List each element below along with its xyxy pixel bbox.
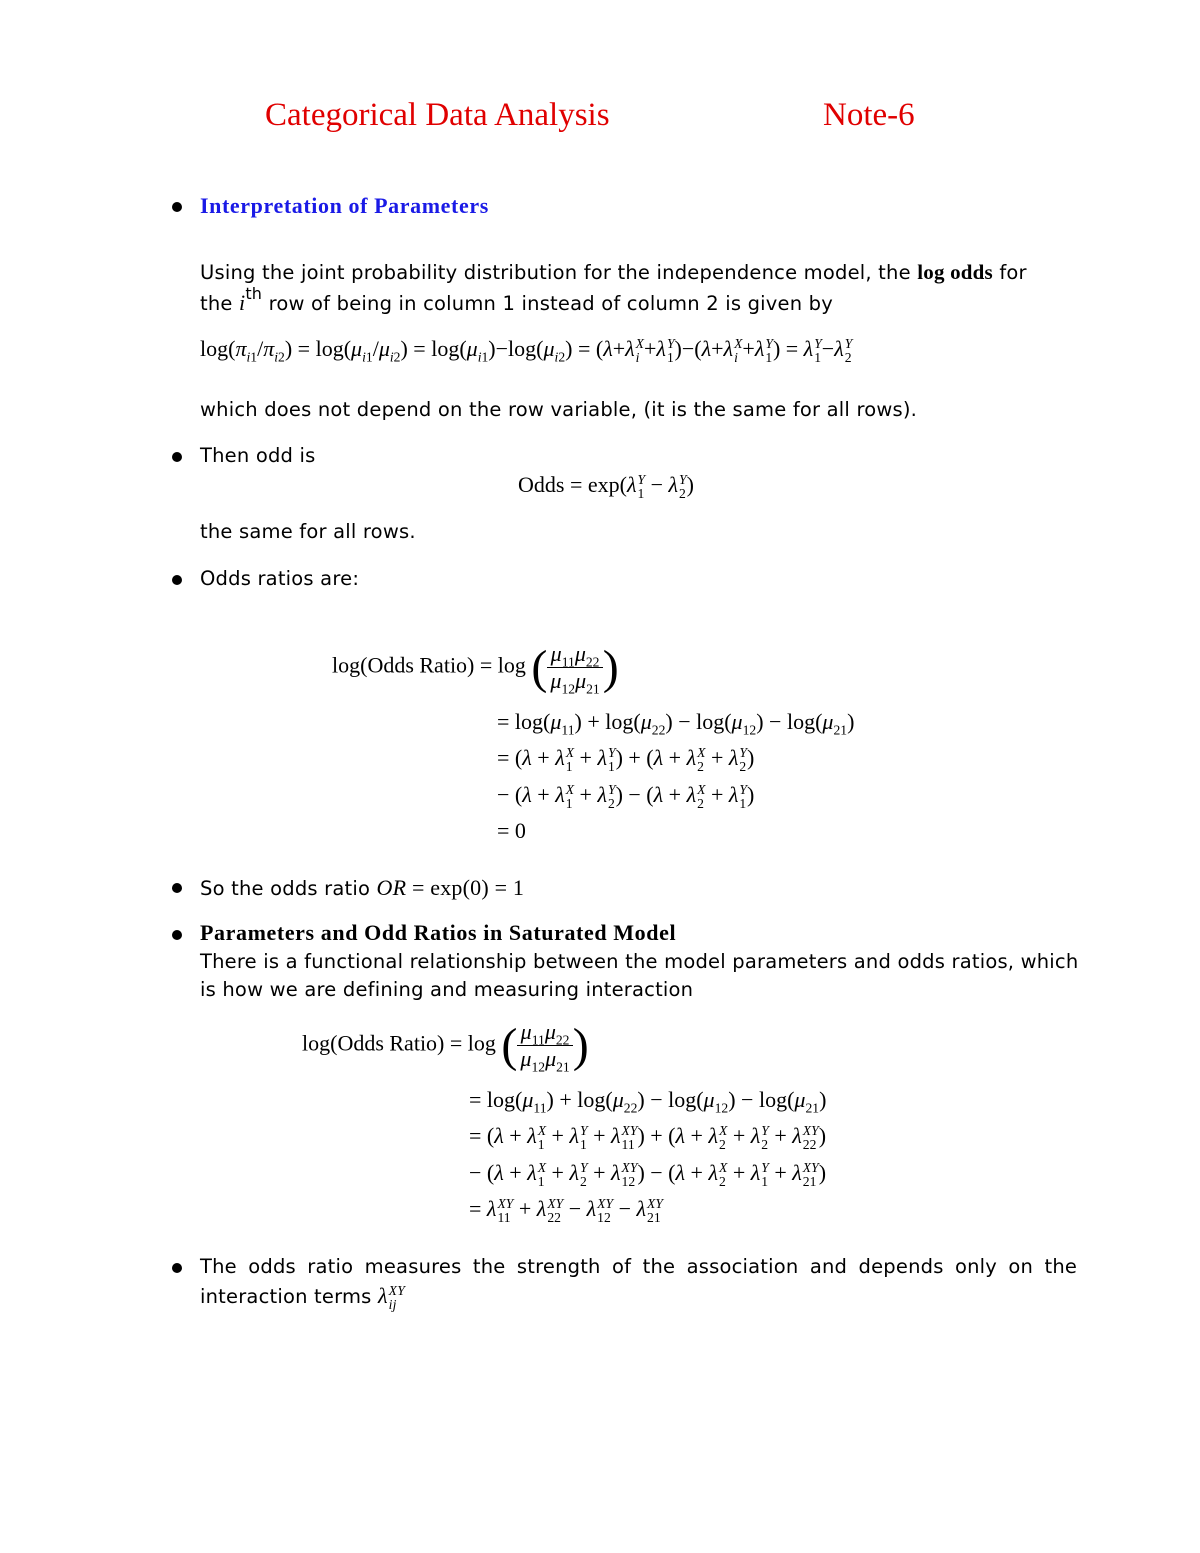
equation-line: = 0 bbox=[497, 818, 526, 843]
paragraph-line: the same for all rows. bbox=[200, 520, 416, 543]
equation-line: = λ XY 11 + λ XY 22 − λ XY 12 − λ XY 21 bbox=[469, 1196, 663, 1225]
equation-line: = $\log(\mu_{11}) + \log(\mu_{22}) - \log(\mu_{12}) - \log(\mu_{21})$ bbox=[497, 709, 855, 738]
equation-line: = (λ + λ X 1 + λ Y 1 ) + (λ + λ X 2 + λ Y 2 ) bbox=[497, 745, 755, 774]
bullet bbox=[172, 452, 182, 462]
bullet bbox=[172, 1263, 182, 1273]
bullet bbox=[172, 202, 182, 212]
equation-odds-ratio-1: log(Odds Ratio) = log ( $\frac{\mu_{11}\mu_{22}}{\mu_{12}\mu_{21}}$ ) bbox=[332, 641, 619, 697]
equation-odds-ratio-2: log(Odds Ratio) = log ( $\frac{\mu_{11}\mu_{22}}{\mu_{12}\mu_{21}}$ ) bbox=[302, 1019, 589, 1075]
paragraph-line: So the odds ratio OR = exp(0) = 1 bbox=[200, 875, 525, 900]
paragraph-line: which does not depend on the row variable, (it is the same for all rows). bbox=[200, 398, 918, 421]
paragraph-line: Then odd is bbox=[200, 444, 316, 467]
paragraph-line: interaction terms λ XY ij bbox=[200, 1283, 405, 1312]
equation-line: = $\log(\mu_{11}) + \log(\mu_{22}) - \log(\mu_{12}) - \log(\mu_{21})$ bbox=[469, 1087, 827, 1116]
paragraph-line: Using the joint probability distribution for the independence model, the log odds for bbox=[200, 260, 1027, 284]
note-label: Note-6 bbox=[823, 97, 915, 133]
paragraph-line: The odds ratio measures the strength of the association and depends only on the bbox=[200, 1255, 1078, 1278]
bullet bbox=[172, 575, 182, 585]
paragraph-line: is how we are defining and measuring interaction bbox=[200, 978, 694, 1001]
paragraph-line: the $i^{th}$ row of being in column 1 instead of column 2 is given by bbox=[200, 283, 833, 315]
paragraph-line: There is a functional relationship between the model parameters and odds ratios, which bbox=[200, 950, 1079, 973]
section-heading-interpretation: Interpretation of Parameters bbox=[200, 193, 489, 218]
section-heading-saturated: Parameters and Odd Ratios in Saturated Model bbox=[200, 920, 677, 945]
equation-line: = (λ + λ X 1 + λ Y 1 + λ XY 11 ) + (λ + λ X 2 + λ Y 2 + λ XY 22 ) bbox=[469, 1123, 827, 1152]
page-title: Categorical Data Analysis bbox=[265, 97, 610, 133]
equation-log-odds-row: $\log(\pi_{i1}/\pi_{i2}) = \log(\mu_{i1}/\mu_{i2}) = \log(\mu_{i1})-\log(\mu_{i2}) = (\lambda+\lambda$ X i +λ Y 1 )−(λ+λ X i +λ Y 1 ) = λ Y 1 −λ Y 2 bbox=[200, 336, 853, 365]
equation-odds: Odds = exp(λ Y 1 − λ Y 2 ) bbox=[518, 472, 694, 501]
paragraph-line: Odds ratios are: bbox=[200, 567, 360, 590]
equation-line: − (λ + λ X 1 + λ Y 2 ) − (λ + λ X 2 + λ Y 1 ) bbox=[497, 782, 755, 811]
bullet bbox=[172, 883, 182, 893]
equation-line: − (λ + λ X 1 + λ Y 2 + λ XY 12 ) − (λ + λ X 2 + λ Y 1 + λ XY 21 ) bbox=[469, 1160, 827, 1189]
bullet bbox=[172, 930, 182, 940]
